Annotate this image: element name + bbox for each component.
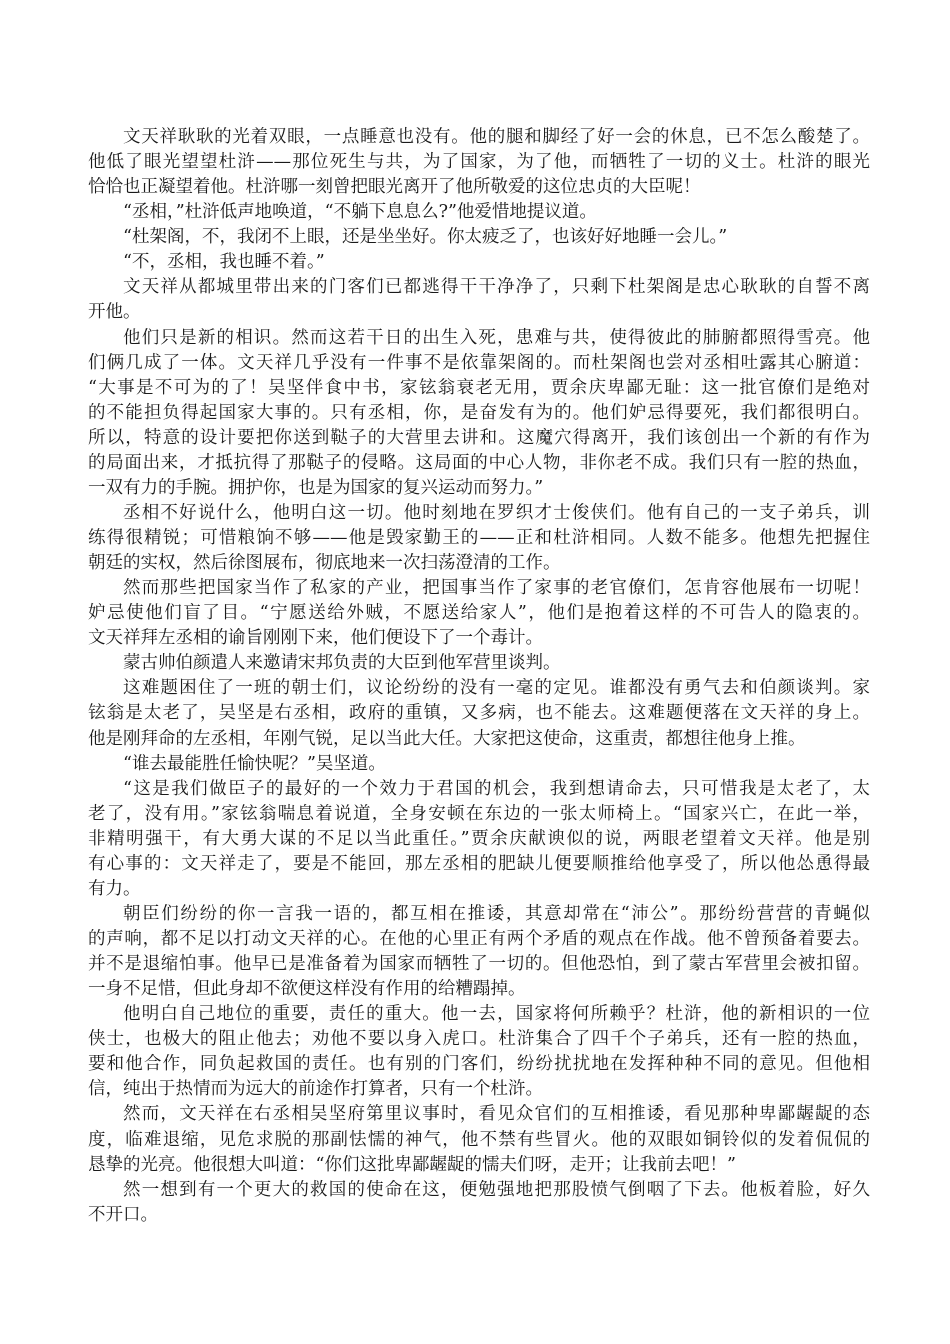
- paragraph-9: [88, 651, 870, 676]
- text-line: 非精明强干，有大勇大谋的不足以当此重任。”贾余庆献谀似的说，两眼老望着文天祥。他是别: [88, 828, 870, 849]
- text-line: 并不是退缩怕事。他早已是准备着为国家而牺牲了一切的。但他恐怕，到了蒙古军营里会被扣留。: [88, 954, 870, 975]
- paragraph-12: [88, 777, 870, 902]
- text-line: 这难题困住了一班的朝士们，议论纷纷的没有一毫的定见。谁都没有勇气去和伯颜谈判。家: [123, 678, 870, 699]
- text-line: “不，丞相，我也睡不着。”: [123, 252, 325, 273]
- text-line: 的不能担负得起国家大事的。只有丞相，你，是奋发有为的。他们妒忌得要死，我们都很明白。: [88, 402, 870, 423]
- text-line: “谁去最能胜任愉快呢？”吴坚道。: [123, 753, 386, 774]
- paragraph-4: [88, 250, 870, 275]
- text-line: 不开口。: [88, 1204, 158, 1225]
- paragraph-1: [88, 125, 870, 200]
- paragraph-15: [88, 1102, 870, 1177]
- text-line: 老了，没有用。”家铉翁喘息着说道，全身安顿在东边的一张太师椅上。“国家兴亡，在此一举，: [88, 803, 870, 824]
- text-line: 恰恰也正凝望着他。杜浒哪一刻曾把眼光离开了他所敬爱的这位忠贞的大臣呢！: [88, 177, 701, 198]
- text-line: 朝臣们纷纷的你一言我一语的，都互相在推诿，其意却常在“沛公”。那纷纷营营的青蝇似: [123, 903, 870, 924]
- text-line: 铉翁是太老了，吴坚是右丞相，政府的重镇，又多病，也不能去。这难题便落在文天祥的身上。: [88, 703, 870, 724]
- text-line: 所以，特意的设计要把你送到鞑子的大营里去讲和。这魔穴得离开，我们该创出一个新的有作为: [88, 427, 870, 448]
- text-line: 妒忌使他们盲了目。“宁愿送给外贼，不愿送给家人”，他们是抱着这样的不可告人的隐衷的。: [88, 603, 870, 624]
- text-line: 要和他合作，同负起救国的责任。也有别的门客们，纷纷扰扰地在发挥种种不同的意见。但他相: [88, 1054, 870, 1075]
- paragraph-10: [88, 676, 870, 751]
- text-line: 然而，文天祥在右丞相吴坚府第里议事时，看见众官们的互相推诿，看见那种卑鄙龌龊的态: [123, 1104, 870, 1125]
- text-line: “大事是不可为的了！吴坚伴食中书，家铉翁衰老无用，贾余庆卑鄙无耻：这一批官僚们是绝对: [88, 377, 870, 398]
- text-line: 恳挚的光亮。他很想大叫道：“你们这批卑鄙龌龊的懦夫们呀，走开；让我前去吧！”: [88, 1154, 736, 1175]
- text-line: 朝廷的实权，然后徐图展布，彻底地来一次扫荡澄清的工作。: [88, 553, 561, 574]
- text-line: 然而那些把国家当作了私家的产业，把国事当作了家事的老官僚们，怎肯容他展布一切呢！: [123, 578, 870, 599]
- text-line: 练得很精锐；可惜粮饷不够——他是毁家勤王的——正和杜浒相同。人数不能多。他想先把握住: [88, 528, 870, 548]
- text-line: 文天祥拜左丞相的谕旨刚刚下来，他们便设下了一个毒计。: [88, 628, 543, 649]
- text-line: 有力。: [88, 878, 141, 899]
- text-line: “丞相，”杜浒低声地唤道，“不躺下息息么?”他爱惜地提议道。: [123, 202, 597, 223]
- text-line: 然一想到有一个更大的救国的使命在这，便勉强地把那股愤气倒咽了下去。他板着脸，好久: [123, 1179, 870, 1200]
- text-line: 他低了眼光望望杜浒——那位死生与共，为了国家，为了他，而牺牲了一切的义士。杜浒的眼光: [88, 152, 870, 173]
- text-line: 丞相不好说什么，他明白这一切。他时刻地在罗织才士俊侠们。他有自己的一支子弟兵，训: [123, 502, 870, 523]
- text-line: 信，纯出于热情而为远大的前途作打算者，只有一个杜浒。: [88, 1079, 543, 1100]
- text-line: 侠士，也极大的阻止他去；劝他不要以身入虎口。杜浒集合了四千个子弟兵，还有一腔的热血，: [88, 1029, 870, 1050]
- document-page: [88, 125, 870, 1228]
- paragraph-14: [88, 1002, 870, 1102]
- text-line: “杜架阁，不，我闭不上眼，还是坐坐好。你太疲乏了，也该好好地睡一会儿。”: [123, 227, 728, 248]
- text-line: “这是我们做臣子的最好的一个效力于君国的机会，我到想请命去，只可惜我是太老了，太: [123, 778, 870, 799]
- text-line: 的声响，都不足以打动文天祥的心。在他的心里正有两个矛盾的观点在作战。他不曾预备着要去。: [88, 929, 870, 949]
- text-line: 他们只是新的相识。然而这若干日的出生入死，患难与共，使得彼此的肺腑都照得雪亮。他: [123, 327, 870, 348]
- paragraph-16: [88, 1178, 870, 1228]
- paragraph-5: [88, 275, 870, 325]
- text-line: 他是刚拜命的左丞相，年刚气锐，足以当此大任。大家把这使命，这重责，都想往他身上推。: [88, 728, 806, 749]
- text-line: 一双有力的手腕。拥护你，也是为国家的复兴运动而努力。”: [88, 477, 544, 498]
- text-line: 开他。: [88, 302, 141, 323]
- text-line: 文天祥从都城里带出来的门客们已都逃得干干净净了，只剩下杜架阁是忠心耿耿的自誓不离: [123, 277, 870, 298]
- paragraph-2: [88, 200, 870, 225]
- text-line: 他明白自己地位的重要，责任的重大。他一去，国家将何所赖乎？杜浒，他的新相识的一位: [123, 1004, 870, 1025]
- text-line: 蒙古帅伯颜遣人来邀请宋邦负责的大臣到他军营里谈判。: [123, 653, 561, 674]
- text-line: 们俩几成了一体。文天祥几乎没有一件事不是依靠架阁的。而杜架阁也尝对丞相吐露其心腑道：: [88, 352, 870, 373]
- paragraph-3: [88, 225, 870, 250]
- paragraph-13: [88, 902, 870, 1002]
- text-line: 文天祥耿耿的光着双眼，一点睡意也没有。他的腿和脚经了好一会的休息，已不怎么酸楚了。: [123, 127, 870, 147]
- paragraph-7: [88, 501, 870, 576]
- text-line: 有心事的：文天祥走了，要是不能回，那左丞相的肥缺儿便要顺推给他享受了，所以他怂恿得最: [88, 853, 870, 874]
- text-line: 一身不足惜，但此身却不欲便这样没有作用的给糟蹋掉。: [88, 979, 526, 1000]
- text-line: 的局面出来，才抵抗得了那鞑子的侵略。这局面的中心人物，非你老不成。我们只有一腔的热血，: [88, 452, 870, 473]
- paragraph-11: [88, 752, 870, 777]
- text-line: 度，临难退缩，见危求脱的那副怯懦的神气，他不禁有些冒火。他的双眼如铜铃似的发着侃侃的: [88, 1129, 870, 1150]
- paragraph-6: [88, 326, 870, 501]
- paragraph-8: [88, 576, 870, 651]
